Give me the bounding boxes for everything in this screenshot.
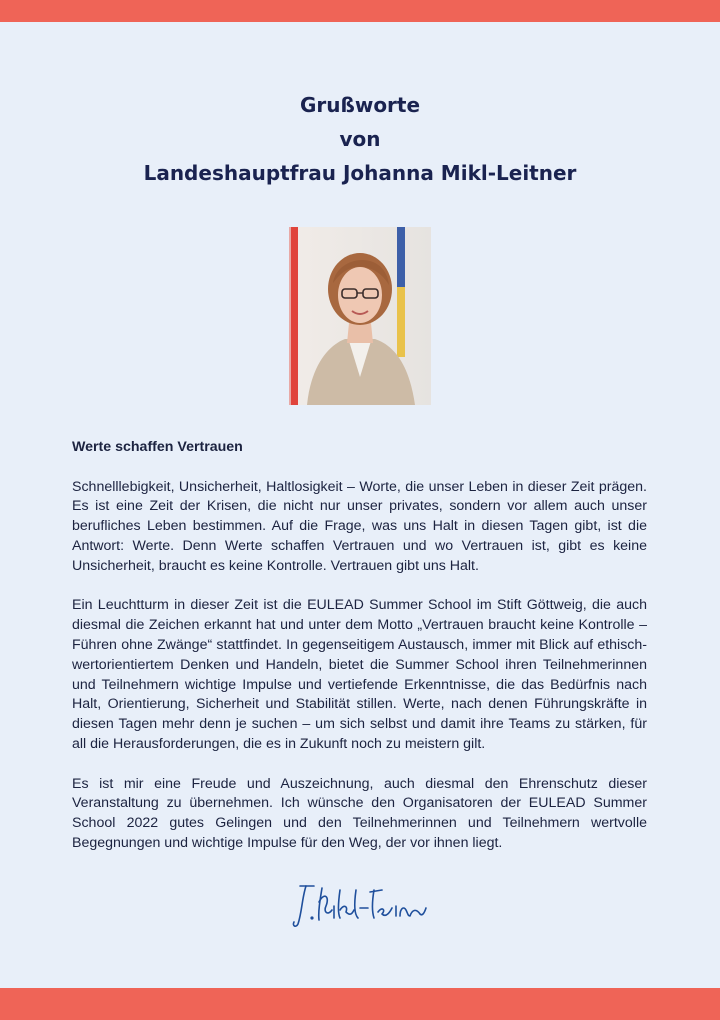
article-body xyxy=(72,438,647,874)
title-line-from: von xyxy=(339,127,381,151)
top-accent-bar xyxy=(0,0,720,22)
article-paragraph-2: Ein Leuchtturm in dieser Zeit ist die EULEAD Summer School im Stift Göttweig, die auch diesmal die Zeichen erkannt hat und unter dem Motto „Vertrauen braucht keine Kontrolle – Führen ohne Zwänge“ stattfindet. In gegenseitigem Austausch, immer mit Blick auf ethisch-wertorientiertem Denken und Handeln, bietet die Summer School ihren Teilnehmerinnen und Teilnehmern wichtige Impulse und vertiefende Erkenntnisse, die das Bedürfnis nach Halt, Orientierung, Sicherheit und Stabilität stillen. Werte, nach denen Führungskräfte in diesen Tagen mehr denn je suchen – um sich selbst und damit ihre Teams zu stärken, für all die Herausforderungen, die es in Zukunft noch zu meistern gilt. xyxy=(72,597,647,752)
article-paragraph-1: Schnelllebigkeit, Unsicherheit, Haltlosigkeit – Worte, die unser Leben in dieser Zeit prägen. Es ist eine Zeit der Krisen, die nicht nur unser privates, sondern vor allem auch unser berufliches Leben bestimmen. Auf die Frage, was uns Halt in diesen Tagen gibt, ist die Antwort: Werte. Denn Werte schaffen Vertrauen und wo Vertrauen ist, gibt es keine Unsicherheit, braucht es keine Kontrolle. Vertrauen gibt uns Halt. xyxy=(72,478,647,574)
title-line-author: Landeshauptfrau Johanna Mikl-Leitner xyxy=(143,161,577,185)
article-paragraph-3: Es ist mir eine Freude und Auszeichnung, auch diesmal den Ehrenschutz dieser Veranstaltung zu übernehmen. Ich wünsche den Organisatoren der EULEAD Summer School 2022 gutes Gelingen und den Teilnehmerinnen und Teilnehmern wertvolle Begegnungen und wichtige Impulse für den Weg, der vor ihnen liegt. xyxy=(72,775,647,851)
article-heading: Werte schaffen Vertrauen xyxy=(72,439,243,455)
author-portrait-photo xyxy=(289,227,431,405)
handwritten-signature xyxy=(292,880,432,930)
page-title xyxy=(0,88,720,190)
title-line-greeting: Grußworte xyxy=(299,93,421,117)
bottom-accent-bar xyxy=(0,988,720,1020)
